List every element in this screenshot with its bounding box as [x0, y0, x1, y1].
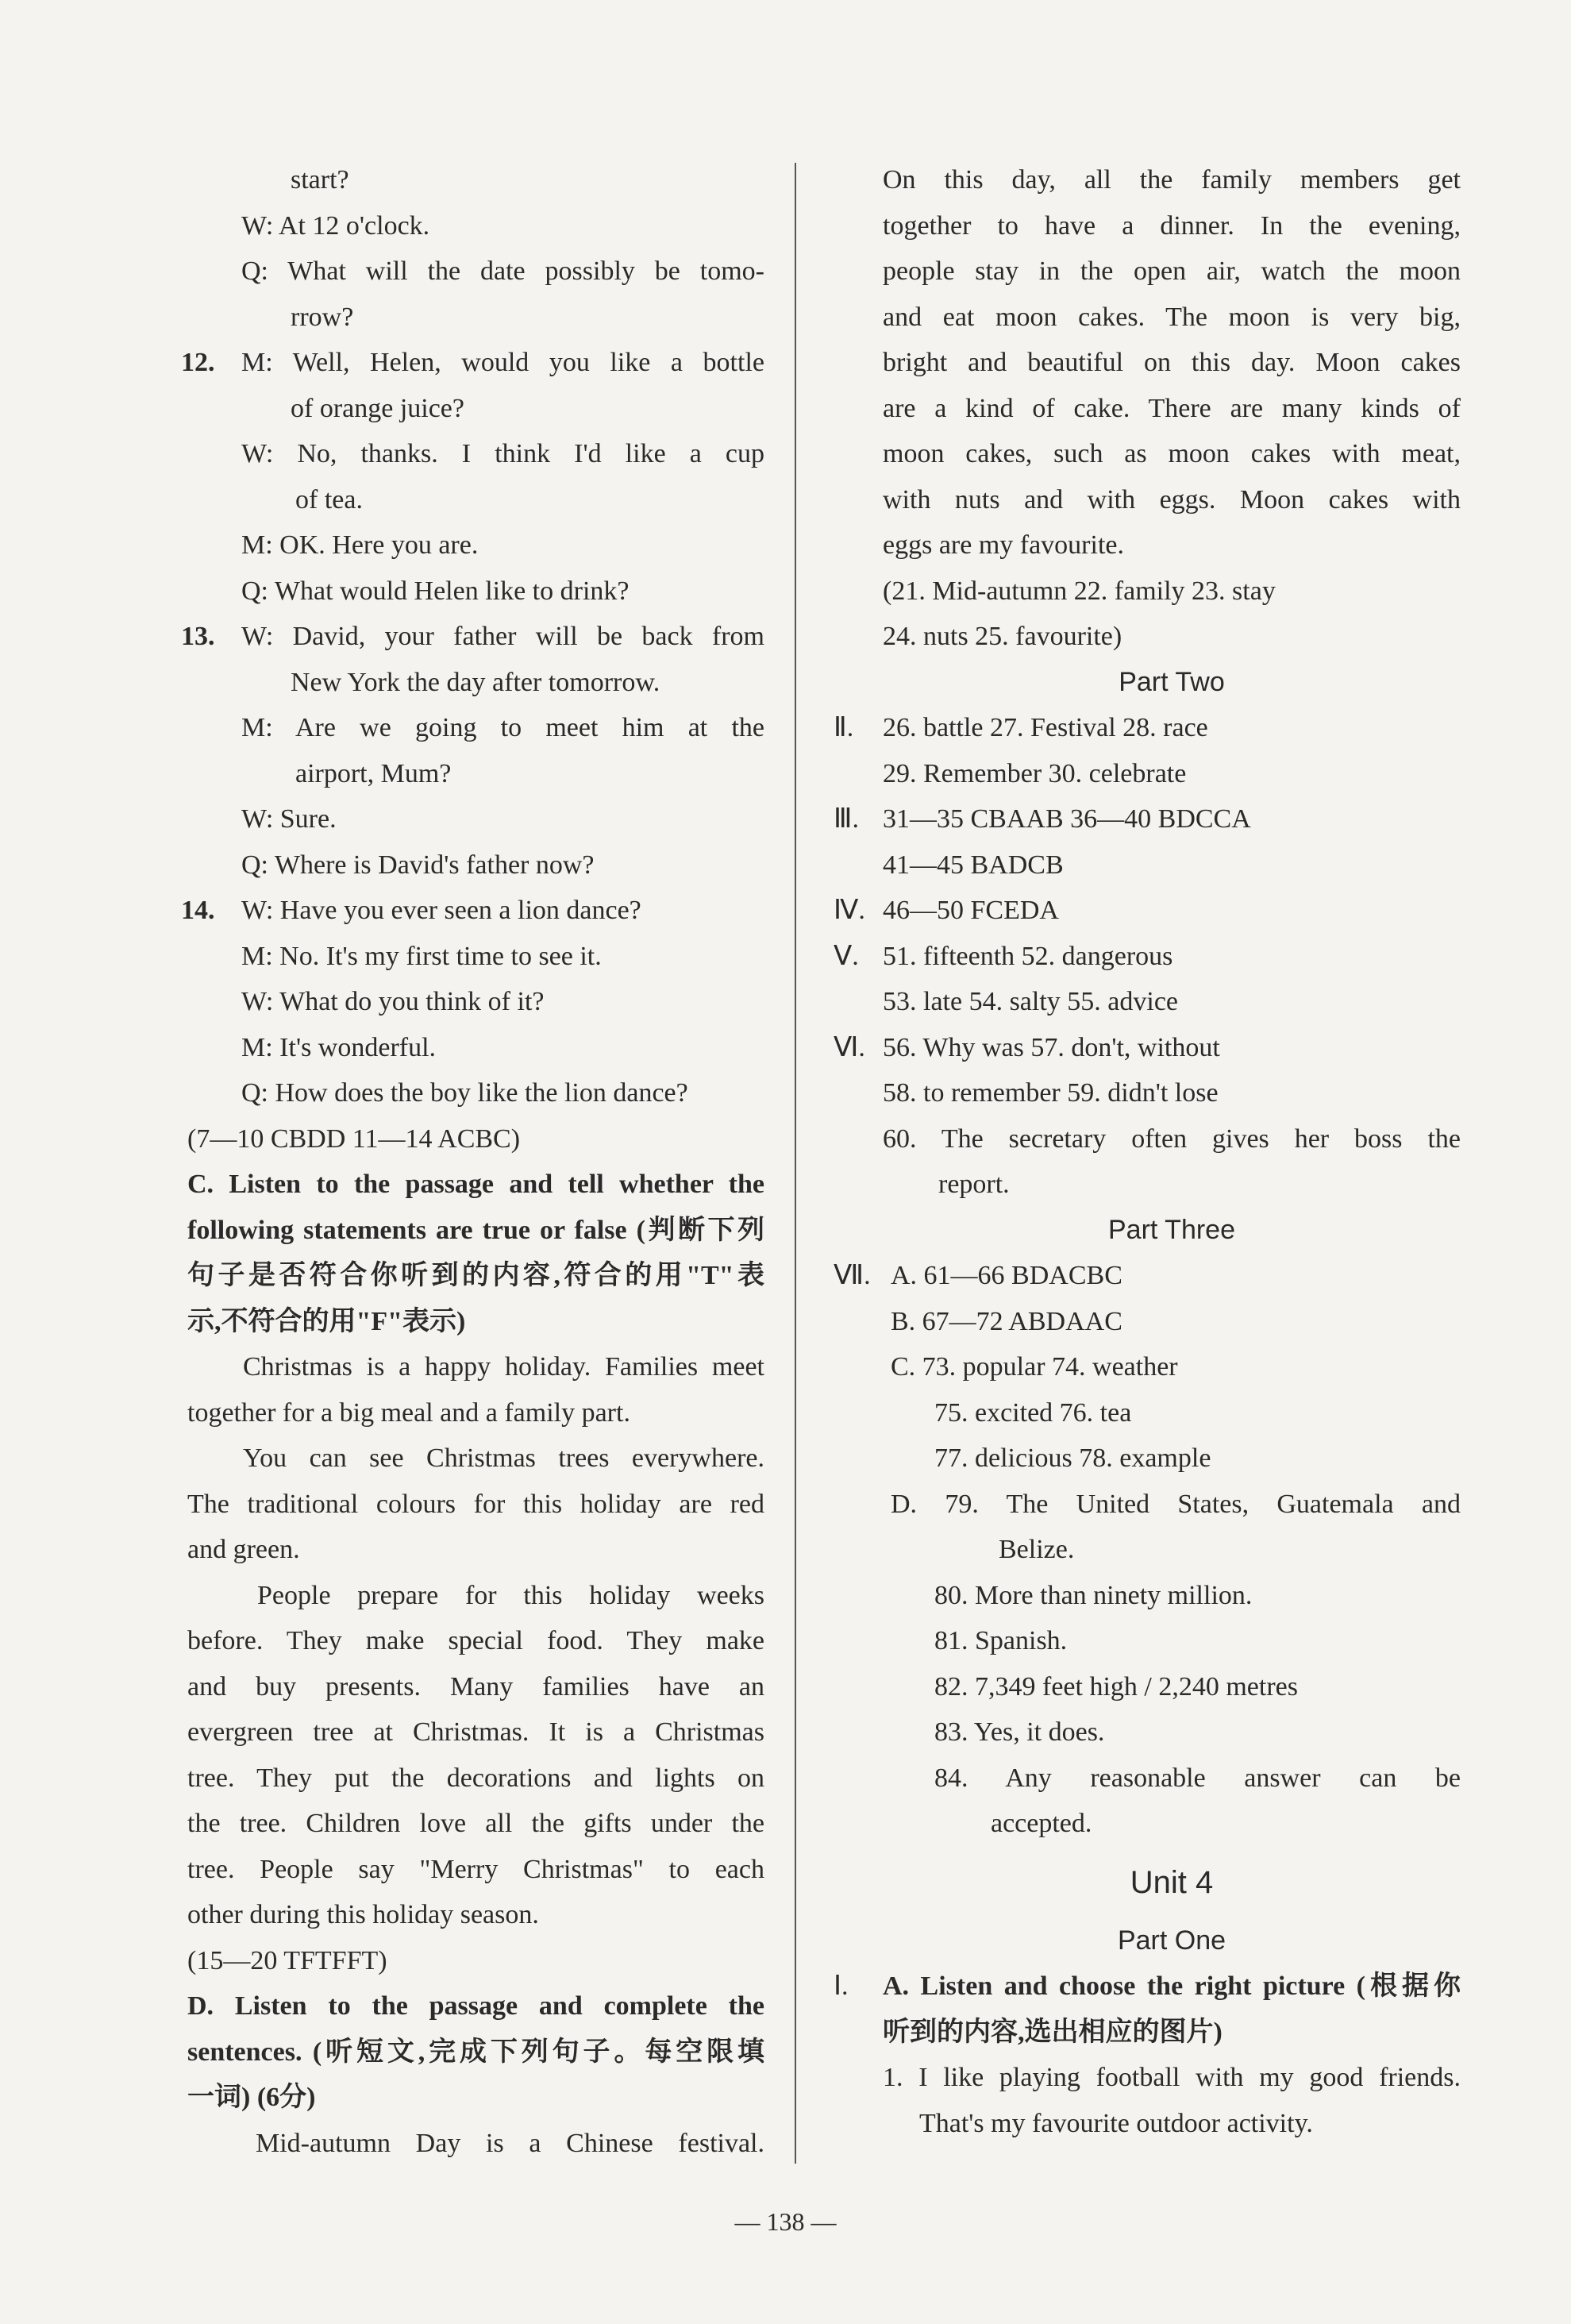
- right-line: [834, 1025, 1461, 1071]
- right-line: [883, 1664, 1461, 1710]
- line-text: A. 61—66 BDACBC: [891, 1261, 1122, 1290]
- line-text: moon cakes, such as moon cakes with meat,: [883, 439, 1461, 468]
- left-line: [187, 386, 764, 432]
- right-line: [834, 796, 1461, 842]
- line-text: W: David, your father will be back from: [241, 622, 764, 651]
- line-text: before. They make special food. They make: [187, 1626, 764, 1655]
- left-line: [187, 568, 764, 615]
- section-numeral: Ⅱ.: [834, 713, 854, 742]
- right-line: [883, 1436, 1461, 1482]
- left-line: [187, 1618, 764, 1664]
- line-text: W: Sure.: [241, 804, 337, 834]
- left-line: [187, 1892, 764, 1938]
- section-numeral: Ⅳ.: [834, 896, 865, 925]
- left-line: [187, 934, 764, 980]
- left-line: [187, 157, 764, 203]
- line-text: New York the day after tomorrow.: [291, 667, 660, 697]
- line-text: D. Listen to the passage and complete the: [187, 1991, 764, 2021]
- left-line: [187, 705, 764, 751]
- left-line: [187, 1025, 764, 1071]
- left-line: [187, 1070, 764, 1116]
- line-text: (15—20 TFTFFT): [187, 1945, 387, 1975]
- right-line: [834, 934, 1461, 980]
- left-line: [187, 1527, 764, 1573]
- right-line: [883, 1527, 1461, 1573]
- line-text: 示,不符合的用"F"表示): [187, 1306, 466, 1336]
- right-line: [883, 1709, 1461, 1756]
- left-line: [187, 1253, 764, 1299]
- left-line: [187, 1573, 764, 1619]
- line-text: Unit 4: [1130, 1864, 1214, 1900]
- left-line: [187, 1801, 764, 1847]
- line-text: accepted.: [991, 1809, 1092, 1838]
- right-line: [883, 2055, 1461, 2101]
- line-text: eggs are my favourite.: [883, 530, 1124, 560]
- right-line: [883, 1756, 1461, 1802]
- line-text: people stay in the open air, watch the moon: [883, 256, 1461, 286]
- left-line: [187, 1709, 764, 1756]
- right-line: [883, 386, 1461, 432]
- left-line: [187, 203, 764, 249]
- left-line: [187, 1847, 764, 1893]
- line-text: D. 79. The United States, Guatemala and: [891, 1489, 1461, 1519]
- line-text: Belize.: [999, 1535, 1075, 1564]
- line-text: People prepare for this holiday weeks: [257, 1580, 764, 1610]
- section-numeral: Ⅵ.: [834, 1032, 865, 1062]
- item-number: 14.: [181, 896, 215, 925]
- line-text: tree. People say "Merry Christmas" to each: [187, 1854, 764, 1884]
- line-text: M: No. It's my first time to see it.: [241, 941, 602, 971]
- line-text: 53. late 54. salty 55. advice: [883, 987, 1179, 1016]
- left-line: [187, 522, 764, 568]
- line-text: the tree. Children love all the gifts under the: [187, 1809, 764, 1838]
- line-text: 29. Remember 30. celebrate: [883, 758, 1187, 788]
- line-text: Q: What will the date possibly be tomo-: [241, 256, 764, 286]
- line-text: 83. Yes, it does.: [934, 1717, 1105, 1747]
- line-text: Part Two: [1119, 666, 1225, 697]
- line-text: 80. More than ninety million.: [934, 1580, 1253, 1610]
- line-text: with nuts and with eggs. Moon cakes with: [883, 484, 1461, 515]
- right-line: [883, 614, 1461, 660]
- right-line: [883, 1390, 1461, 1436]
- right-line: [883, 1162, 1461, 1208]
- page-number: — 138 —: [734, 2207, 837, 2236]
- line-text: and green.: [187, 1535, 300, 1564]
- line-text: 41—45 BADCB: [883, 850, 1064, 880]
- line-text: 26. battle 27. Festival 28. race: [883, 713, 1208, 742]
- line-text: sentences. (听短文,完成下列句子。每空限填: [187, 2037, 764, 2067]
- line-text: 81. Spanish.: [934, 1626, 1068, 1655]
- right-line: [883, 1344, 1461, 1390]
- left-line: [187, 2029, 764, 2075]
- right-line: [883, 1299, 1461, 1345]
- line-text: other during this holiday season.: [187, 1900, 539, 1929]
- right-line: [883, 249, 1461, 295]
- line-text: 51. fifteenth 52. dangerous: [883, 941, 1173, 971]
- left-column: [181, 157, 764, 2166]
- left-line: [187, 1756, 764, 1802]
- line-text: 句子是否符合你听到的内容,符合的用"T"表: [187, 1261, 764, 1290]
- line-text: W: No, thanks. I think I'd like a cup: [241, 439, 764, 468]
- line-text: Part Three: [1107, 1214, 1235, 1245]
- line-text: W: What do you think of it?: [241, 987, 545, 1016]
- line-text: 听到的内容,选出相应的图片): [883, 2017, 1223, 2047]
- line-text: W: Have you ever seen a lion dance?: [241, 896, 641, 925]
- right-line: [883, 1801, 1461, 1847]
- right-line: [883, 1847, 1461, 1918]
- line-text: following statements are true or false (判断下列: [187, 1215, 764, 1245]
- line-text: 77. delicious 78. example: [934, 1443, 1211, 1473]
- section-numeral: Ⅴ.: [834, 941, 859, 971]
- line-text: bright and beautiful on this day. Moon cakes: [883, 348, 1461, 377]
- right-column: [834, 157, 1461, 2146]
- line-text: You can see Christmas trees everywhere.: [243, 1443, 764, 1473]
- right-line: [883, 340, 1461, 386]
- line-text: (7—10 CBDD 11—14 ACBC): [187, 1123, 521, 1154]
- line-text: M: OK. Here you are.: [241, 530, 479, 560]
- right-line: [883, 979, 1461, 1025]
- line-text: and buy presents. Many families have an: [187, 1671, 764, 1702]
- line-text: 24. nuts 25. favourite): [883, 622, 1122, 651]
- line-text: tree. They put the decorations and lights on: [187, 1763, 764, 1793]
- left-line: [187, 1162, 764, 1208]
- section-numeral: Ⅶ.: [834, 1261, 871, 1290]
- line-text: of orange juice?: [291, 393, 464, 423]
- right-line: [883, 522, 1461, 568]
- line-text: 60. The secretary often gives her boss the: [883, 1123, 1461, 1154]
- left-line: [187, 1482, 764, 1528]
- left-line: [187, 2121, 764, 2167]
- left-line: [187, 477, 764, 523]
- line-text: That's my favourite outdoor activity.: [919, 2108, 1313, 2138]
- line-text: rrow?: [291, 302, 354, 332]
- left-line: [181, 340, 764, 386]
- line-text: and eat moon cakes. The moon is very big,: [883, 302, 1461, 332]
- line-text: evergreen tree at Christmas. It is a Christmas: [187, 1717, 764, 1747]
- line-text: 58. to remember 59. didn't lose: [883, 1078, 1219, 1108]
- left-line: [187, 660, 764, 706]
- right-line: [883, 842, 1461, 888]
- line-text: 一词) (6分): [187, 2083, 316, 2112]
- left-line: [187, 751, 764, 797]
- right-line: [883, 568, 1461, 615]
- line-text: M: Are we going to meet him at the: [241, 713, 764, 742]
- line-text: Christmas is a happy holiday. Families meet: [243, 1352, 764, 1382]
- right-line: [883, 431, 1461, 477]
- line-text: W: At 12 o'clock.: [241, 210, 430, 241]
- line-text: A. Listen and choose the right picture (根据你: [883, 1971, 1461, 2001]
- line-text: M: Well, Helen, would you like a bottle: [241, 348, 764, 377]
- line-text: The traditional colours for this holiday are red: [187, 1489, 764, 1519]
- line-text: 82. 7,349 feet high / 2,240 metres: [934, 1671, 1298, 1702]
- right-line: [883, 660, 1461, 706]
- line-text: On this day, all the family members get: [883, 165, 1461, 195]
- line-text: (21. Mid-autumn 22. family 23. stay: [883, 576, 1276, 606]
- left-line: [187, 431, 764, 477]
- left-line: [187, 796, 764, 842]
- left-line: [187, 295, 764, 341]
- right-line: [883, 1618, 1461, 1664]
- left-line: [187, 1983, 764, 2029]
- line-text: of tea.: [295, 484, 363, 515]
- line-text: M: It's wonderful.: [241, 1032, 437, 1062]
- right-line: [883, 157, 1461, 203]
- left-line: [187, 1208, 764, 1254]
- column-divider: [795, 163, 796, 2164]
- left-line: [187, 1938, 764, 1984]
- line-text: 56. Why was 57. don't, without: [883, 1032, 1220, 1062]
- left-line: [187, 842, 764, 888]
- right-line: [883, 1116, 1461, 1162]
- right-line: [834, 705, 1461, 751]
- right-line: [834, 888, 1461, 934]
- right-line: [883, 2101, 1461, 2147]
- line-text: 1. I like playing football with my good friends.: [883, 2063, 1461, 2092]
- line-text: Part One: [1117, 1925, 1226, 1956]
- left-line: [181, 614, 764, 660]
- right-line: [883, 1070, 1461, 1116]
- right-line: [883, 1482, 1461, 1528]
- line-text: Q: Where is David's father now?: [241, 850, 595, 880]
- line-text: together to have a dinner. In the evening,: [883, 210, 1461, 241]
- left-line: [187, 1390, 764, 1436]
- line-text: together for a big meal and a family part.: [187, 1397, 630, 1428]
- left-line: [187, 2075, 764, 2121]
- left-line: [187, 1344, 764, 1390]
- line-text: C. Listen to the passage and tell whether the: [187, 1170, 764, 1199]
- section-numeral: Ⅰ.: [834, 1971, 849, 2001]
- line-text: are a kind of cake. There are many kinds of: [883, 393, 1461, 423]
- right-line: [883, 295, 1461, 341]
- right-line: [883, 751, 1461, 797]
- left-line: [187, 1116, 764, 1162]
- line-text: C. 73. popular 74. weather: [891, 1352, 1178, 1382]
- line-text: 75. excited 76. tea: [934, 1397, 1132, 1428]
- line-text: Mid-autumn Day is a Chinese festival.: [256, 2128, 764, 2158]
- right-line: [883, 1918, 1461, 1964]
- right-line: [834, 1964, 1461, 2010]
- line-text: 46—50 FCEDA: [883, 896, 1059, 925]
- item-number: 12.: [181, 348, 215, 377]
- right-line: [883, 1573, 1461, 1619]
- left-line: [187, 1299, 764, 1345]
- section-numeral: Ⅲ.: [834, 804, 859, 834]
- left-line: [187, 1436, 764, 1482]
- left-line: [181, 888, 764, 934]
- right-line: [834, 1253, 1461, 1299]
- line-text: start?: [291, 165, 349, 195]
- line-text: Q: What would Helen like to drink?: [241, 576, 630, 606]
- right-line: [883, 203, 1461, 249]
- line-text: airport, Mum?: [295, 758, 452, 788]
- line-text: 31—35 CBAAB 36—40 BDCCA: [883, 804, 1251, 834]
- item-number: 13.: [181, 622, 215, 651]
- right-line: [883, 2010, 1461, 2056]
- line-text: 84. Any reasonable answer can be: [934, 1763, 1461, 1793]
- line-text: report.: [938, 1170, 1010, 1199]
- line-text: B. 67—72 ABDAAC: [891, 1306, 1122, 1336]
- right-line: [883, 1208, 1461, 1254]
- left-line: [187, 249, 764, 295]
- line-text: Q: How does the boy like the lion dance?: [241, 1078, 688, 1108]
- left-line: [187, 1664, 764, 1710]
- right-line: [883, 477, 1461, 523]
- left-line: [187, 979, 764, 1025]
